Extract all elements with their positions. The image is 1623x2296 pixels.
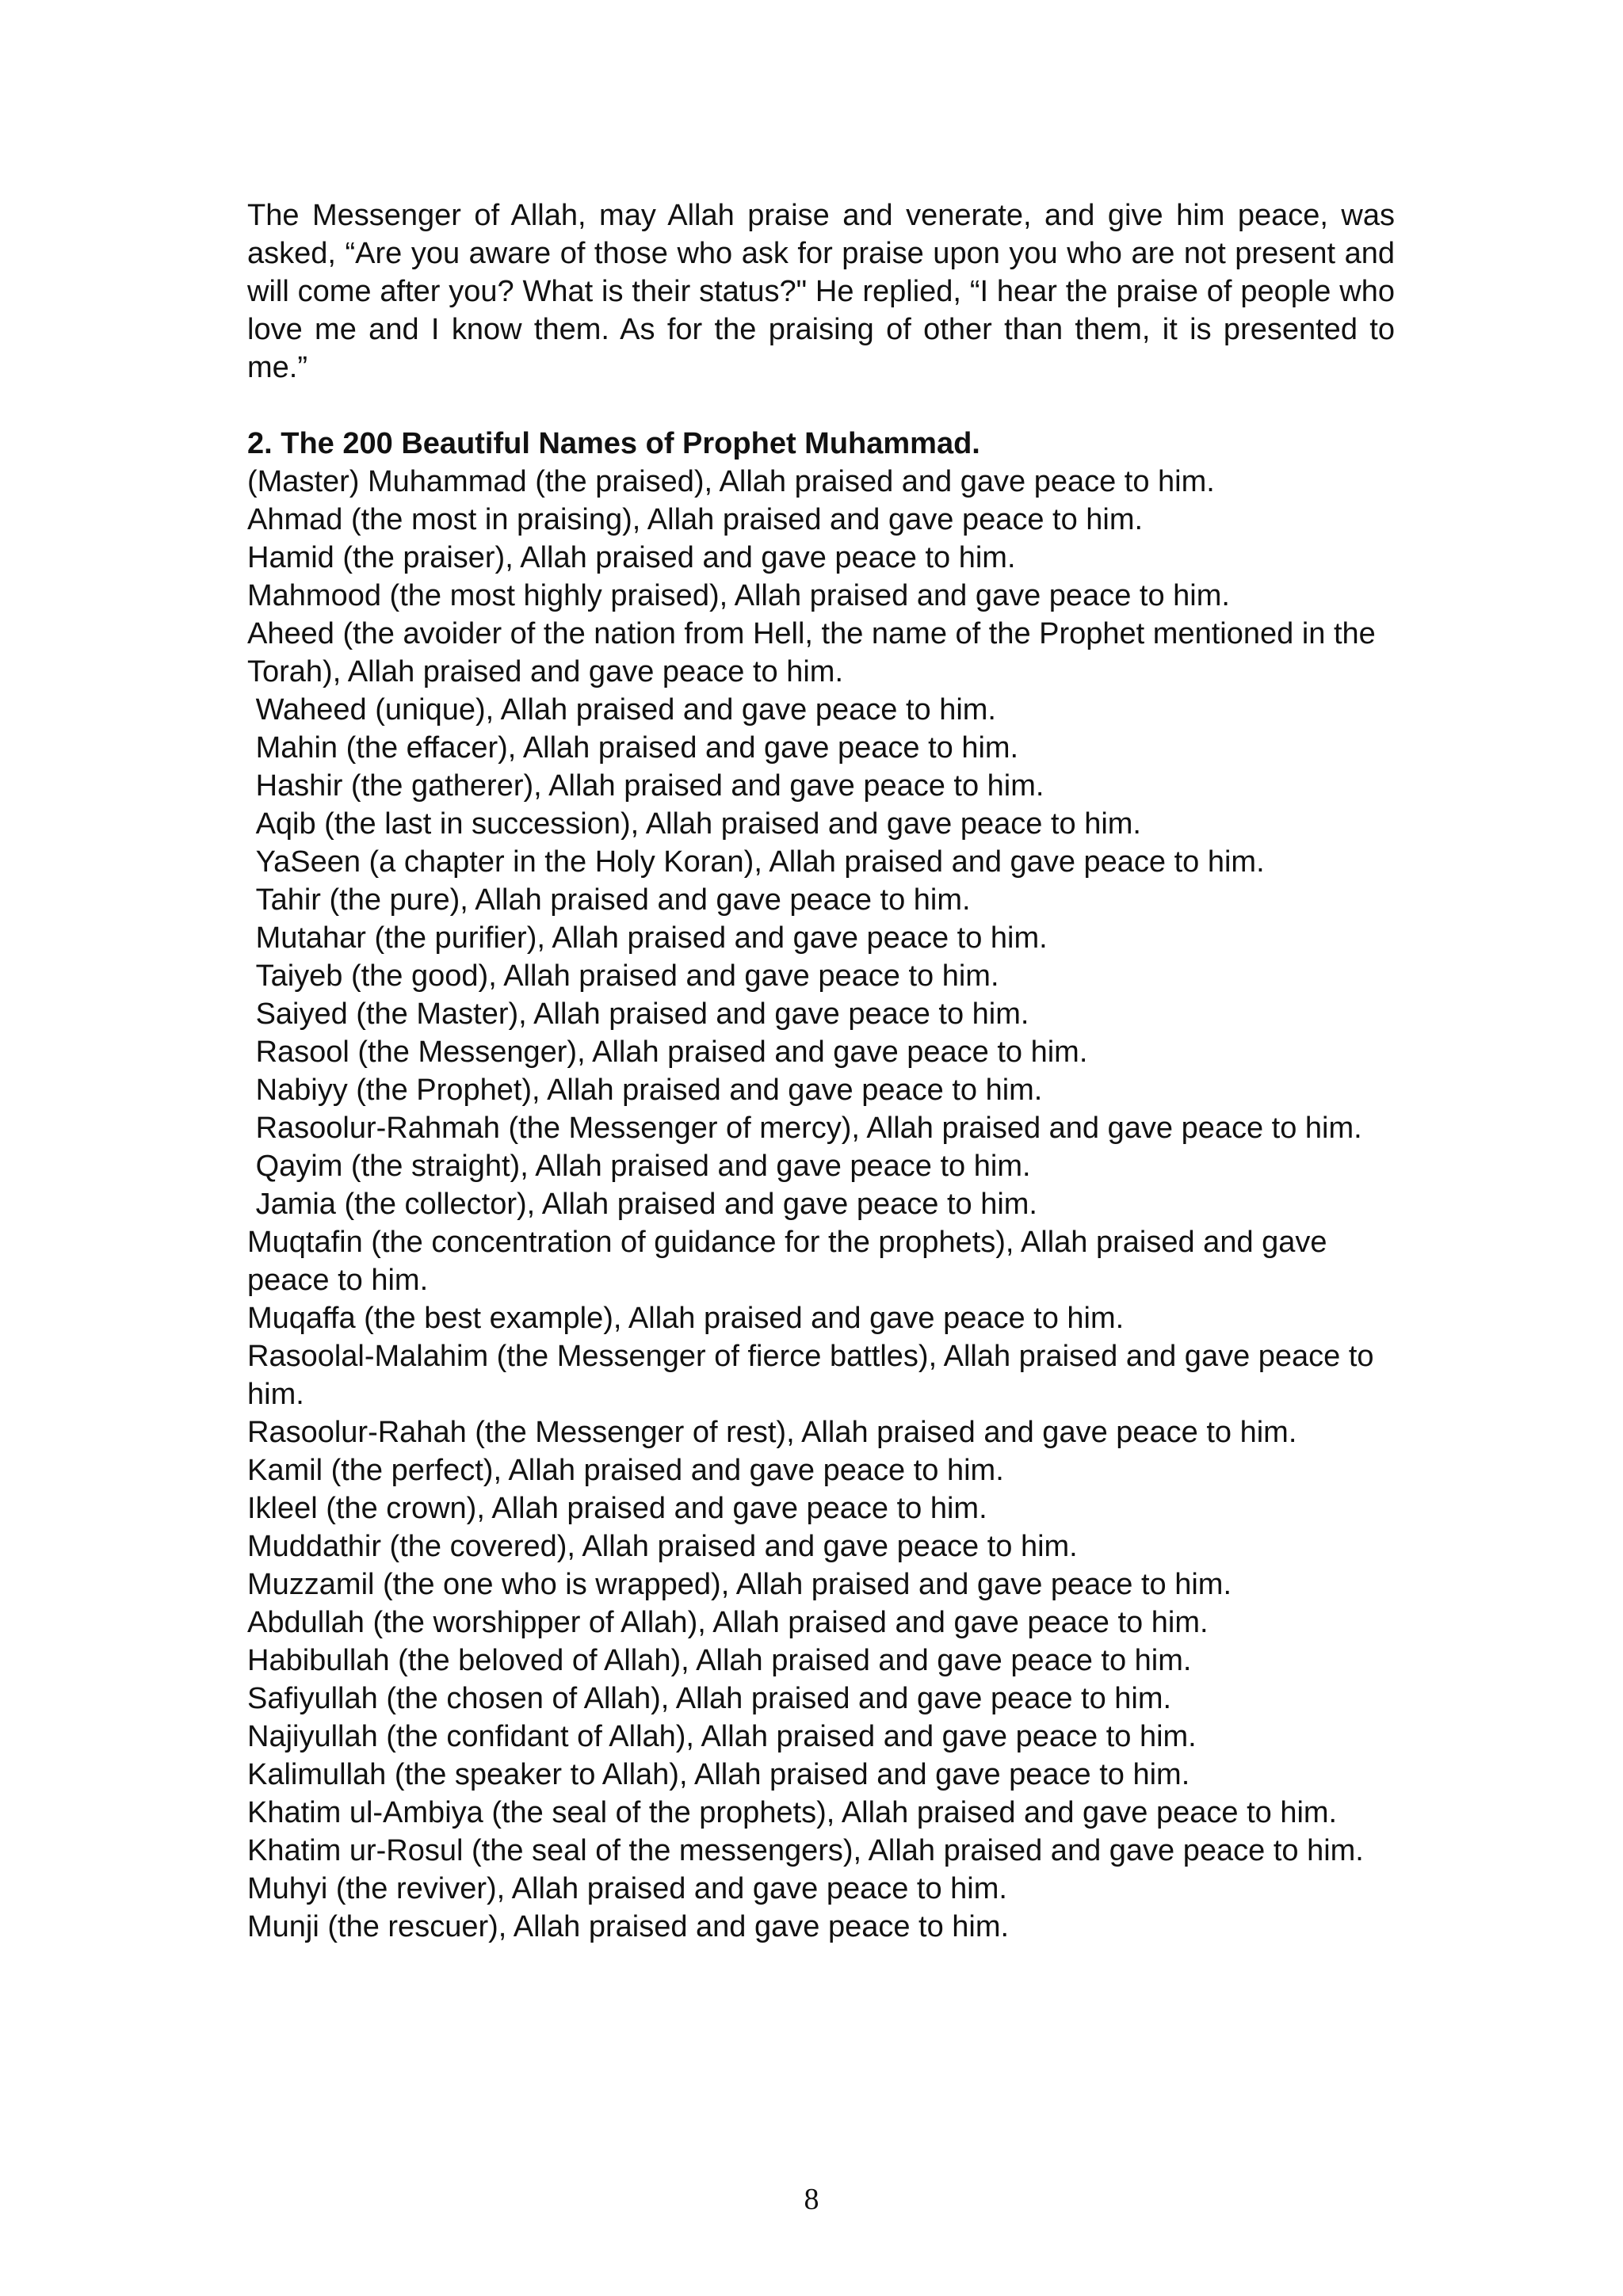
name-entry: Kamil (the perfect), Allah praised and gave peace to him.: [247, 1454, 1004, 1487]
name-entry: Hamid (the praiser), Allah praised and gave peace to him.: [247, 541, 1016, 574]
name-entry: Muqtafin (the concentration of guidance for the prophets), Allah praised and gave peace to him.: [247, 1226, 1336, 1297]
section-heading: 2. The 200 Beautiful Names of Prophet Muhammad.: [247, 427, 980, 460]
page-number: 8: [804, 2183, 819, 2216]
name-entry: Rasoolal-Malahim (the Messenger of fierce battles), Allah praised and gave peace to him.: [247, 1340, 1383, 1411]
name-entry: Mahmood (the most highly praised), Allah praised and gave peace to him.: [247, 579, 1230, 612]
name-entry: Tahir (the pure), Allah praised and gave peace to him.: [247, 883, 971, 917]
name-entry: Jamia (the collector), Allah praised and gave peace to him.: [247, 1188, 1037, 1221]
name-entry: Muhyi (the reviver), Allah praised and gave peace to him.: [247, 1872, 1007, 1905]
name-entry: Muqaffa (the best example), Allah praised and gave peace to him.: [247, 1302, 1125, 1335]
name-entry: Munji (the rescuer), Allah praised and gave peace to him.: [247, 1910, 1010, 1943]
name-entry: Waheed (unique), Allah praised and gave peace to him.: [247, 693, 996, 727]
name-entry: Rasoolur-Rahah (the Messenger of rest), Allah praised and gave peace to him.: [247, 1416, 1297, 1449]
name-entry: (Master) Muhammad (the praised), Allah praised and gave peace to him.: [247, 465, 1215, 498]
names-list: [247, 463, 1395, 1946]
name-entry: Aqib (the last in succession), Allah praised and gave peace to him.: [247, 807, 1141, 841]
name-entry: Muzzamil (the one who is wrapped), Allah praised and gave peace to him.: [247, 1568, 1232, 1601]
name-entry: YaSeen (a chapter in the Holy Koran), Allah praised and gave peace to him.: [247, 845, 1265, 879]
name-entry: Habibullah (the beloved of Allah), Allah praised and gave peace to him.: [247, 1644, 1192, 1677]
name-entry: Rasoolur-Rahmah (the Messenger of mercy), Allah praised and gave peace to him.: [247, 1112, 1362, 1145]
name-entry: Qayim (the straight), Allah praised and gave peace to him.: [247, 1150, 1031, 1183]
name-entry: Abdullah (the worshipper of Allah), Allah praised and gave peace to him.: [247, 1606, 1209, 1639]
name-entry: Muddathir (the covered), Allah praised and gave peace to him.: [247, 1530, 1078, 1563]
name-entry: Safiyullah (the chosen of Allah), Allah praised and gave peace to him.: [247, 1682, 1172, 1715]
name-entry: Saiyed (the Master), Allah praised and gave peace to him.: [247, 997, 1029, 1031]
name-entry: Ahmad (the most in praising), Allah praised and gave peace to him.: [247, 503, 1144, 536]
name-entry: Mutahar (the purifier), Allah praised and gave peace to him.: [247, 921, 1048, 955]
name-entry: Hashir (the gatherer), Allah praised and gave peace to him.: [247, 769, 1044, 803]
name-entry: Najiyullah (the confidant of Allah), Allah praised and gave peace to him.: [247, 1720, 1197, 1753]
name-entry: Kalimullah (the speaker to Allah), Allah praised and gave peace to him.: [247, 1758, 1190, 1791]
name-entry: Khatim ur-Rosul (the seal of the messengers), Allah praised and gave peace to him.: [247, 1834, 1364, 1867]
name-entry: Ikleel (the crown), Allah praised and gave peace to him.: [247, 1492, 987, 1525]
name-entry: Taiyeb (the good), Allah praised and gave peace to him.: [247, 959, 999, 993]
name-entry: Mahin (the effacer), Allah praised and gave peace to him.: [247, 731, 1019, 765]
name-entry: Rasool (the Messenger), Allah praised and gave peace to him.: [247, 1035, 1088, 1069]
name-entry: Khatim ul-Ambiya (the seal of the prophets), Allah praised and gave peace to him.: [247, 1796, 1338, 1829]
name-entry: Nabiyy (the Prophet), Allah praised and gave peace to him.: [247, 1074, 1043, 1107]
page-body: [247, 196, 1395, 1946]
name-entry: Aheed (the avoider of the nation from Hell, the name of the Prophet mentioned in the Torah), Allah praised and gave peace to him.: [247, 617, 1384, 688]
intro-paragraph: The Messenger of Allah, may Allah praise and venerate, and give him peace, was asked, “Are you aware of those who ask for praise upon you who are not present and will come after you? What is their status?" He replied, “I hear the praise of people who love me and I know them. As for the praising of other than them, it is presented to me.”: [247, 199, 1395, 384]
